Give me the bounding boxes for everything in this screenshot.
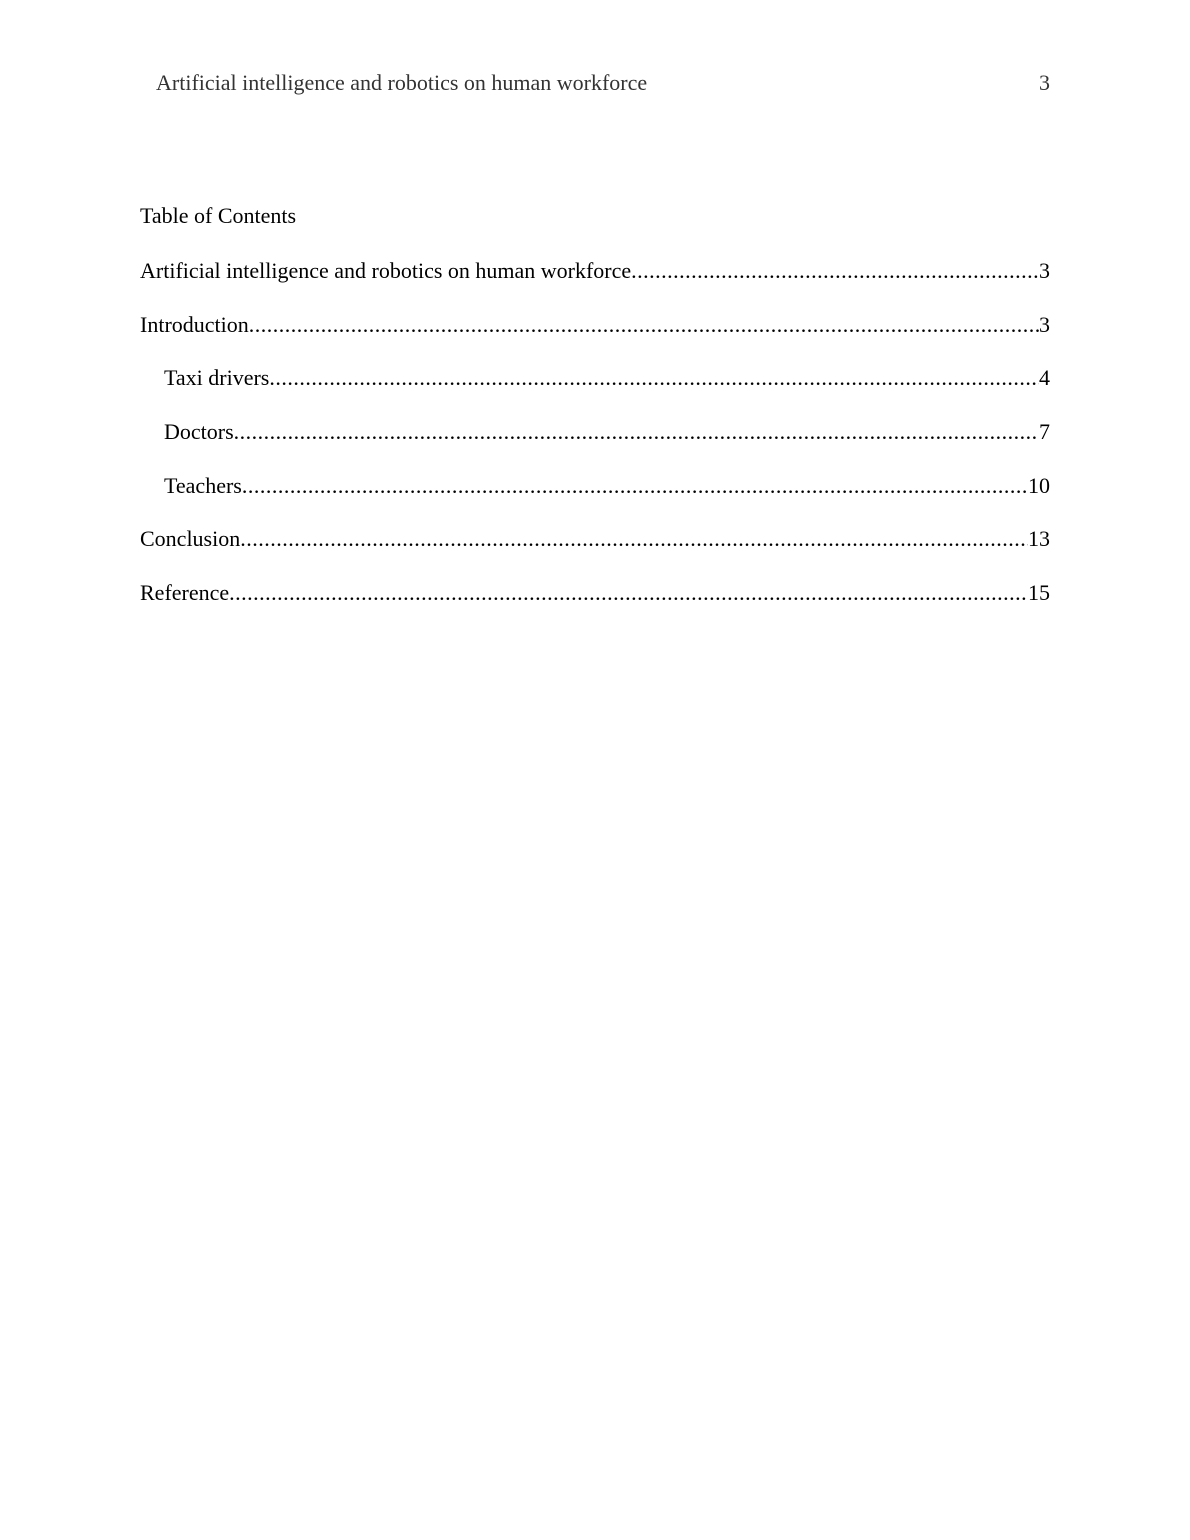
- dot-leader: [269, 364, 1039, 392]
- toc-entry-label: Introduction: [140, 311, 249, 337]
- toc-entry-label: Teachers: [164, 472, 242, 498]
- toc-entry-page: 7: [1039, 419, 1050, 445]
- toc-entry[interactable]: [140, 418, 1050, 472]
- page-number: 3: [1039, 70, 1050, 95]
- dot-leader: [242, 472, 1028, 500]
- toc-entry[interactable]: [140, 364, 1050, 418]
- toc-entry-page: 10: [1028, 472, 1050, 498]
- toc-entry-page: 4: [1039, 365, 1050, 391]
- dot-leader: [240, 525, 1028, 553]
- toc-entry-page: 3: [1039, 258, 1050, 283]
- toc-entry-page: 3: [1039, 311, 1050, 337]
- toc-entry[interactable]: [140, 579, 1050, 633]
- toc-entry-page: 15: [1028, 580, 1050, 606]
- toc-entry[interactable]: [140, 257, 1050, 311]
- toc-entry-page: 13: [1028, 526, 1050, 552]
- dot-leader: [229, 579, 1028, 607]
- dot-leader: [631, 257, 1039, 285]
- toc-entry-label: Doctors: [164, 419, 234, 445]
- dot-leader: [249, 311, 1039, 339]
- toc-entry-label: Reference: [140, 580, 230, 606]
- toc-entry-label: Conclusion: [140, 526, 241, 552]
- toc-entry-label: Artificial intelligence and robotics on human workforce: [140, 258, 632, 283]
- toc-entry[interactable]: [140, 525, 1050, 579]
- toc-heading: Table of Contents: [140, 203, 297, 228]
- toc-entry-label: Taxi drivers: [164, 365, 270, 391]
- running-head: Artificial intelligence and robotics on human workforce: [156, 70, 648, 95]
- toc-entry[interactable]: [140, 472, 1050, 526]
- dot-leader: [234, 418, 1039, 446]
- toc-entry[interactable]: [140, 311, 1050, 365]
- table-of-contents: [140, 257, 1050, 633]
